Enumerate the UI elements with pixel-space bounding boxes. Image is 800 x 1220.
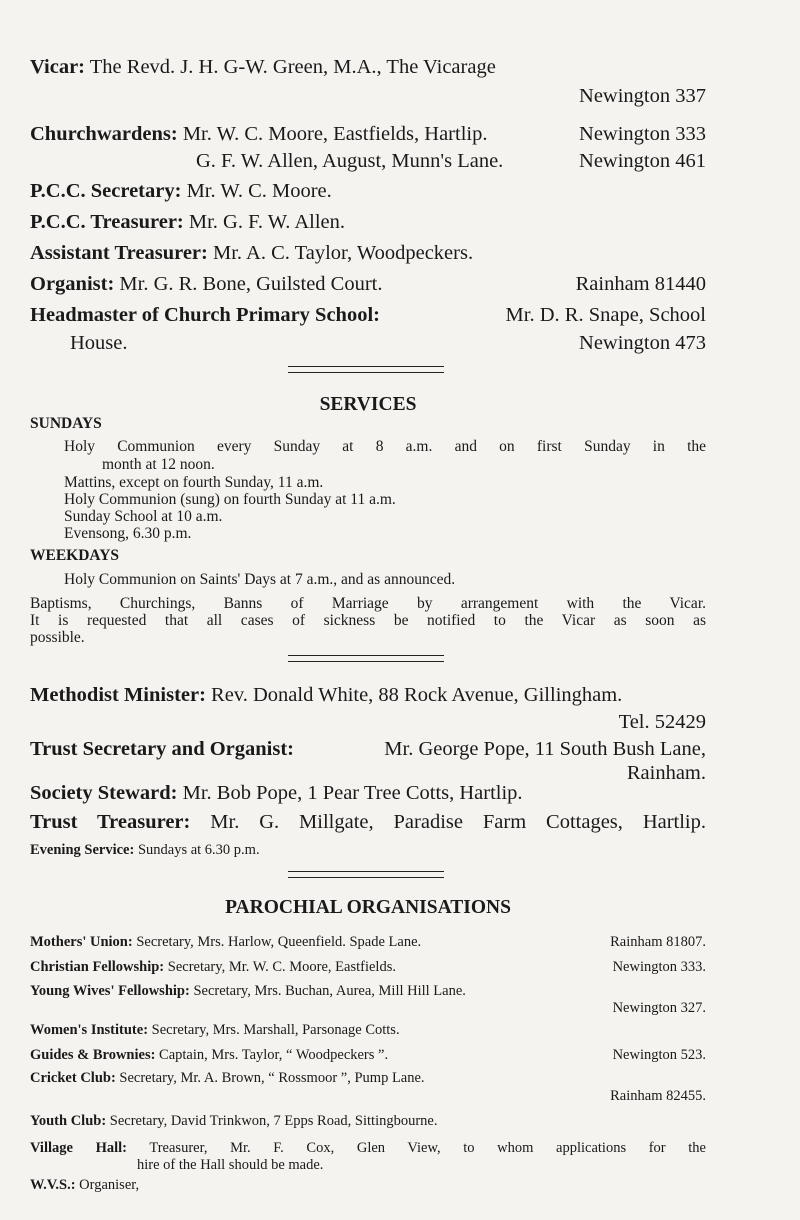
- cricket-club-label: Cricket Club:: [30, 1070, 116, 1086]
- sunday-line-2: Mattins, except on fourth Sunday, 11 a.m.: [64, 474, 324, 491]
- methodist-minister-entry: [30, 684, 706, 707]
- churchwarden-1: Mr. W. C. Moore, Eastfields, Hartlip.: [182, 123, 488, 145]
- mothers-union-entry: [30, 934, 706, 951]
- village-hall: Treasurer, Mr. F. Cox, Glen View, to whom applications for the: [149, 1140, 706, 1156]
- note-line-2: It is requested that all cases of sickness be notified to the Vicar as soon as: [30, 612, 706, 629]
- section-divider: [288, 366, 444, 373]
- village-hall-label: Village Hall:: [30, 1140, 127, 1156]
- headmaster: Mr. D. R. Snape, School: [505, 304, 706, 326]
- section-divider: [288, 655, 444, 662]
- note-line-1: Baptisms, Churchings, Banns of Marriage by arrangement with the Vicar.: [30, 595, 706, 612]
- trust-treasurer-label: Trust Treasurer:: [30, 811, 191, 833]
- vicar-phone: Newington 337: [579, 85, 706, 107]
- pcc-secretary: Mr. W. C. Moore.: [186, 180, 332, 202]
- trust-treasurer-entry: [30, 811, 706, 834]
- mothers-union-phone: Rainham 81807.: [610, 934, 706, 950]
- section-divider: [288, 871, 444, 878]
- trust-secretary-label: Trust Secretary and Organist:: [30, 738, 295, 760]
- young-wives-phone: Newington 327.: [612, 1000, 706, 1016]
- trust-secretary: Mr. George Pope, 11 South Bush Lane,: [384, 738, 706, 760]
- cricket-club-phone: Rainham 82455.: [610, 1088, 706, 1104]
- evening-service: Sundays at 6.30 p.m.: [137, 842, 260, 858]
- mothers-union: Secretary, Mrs. Harlow, Queenfield. Spade Lane.: [136, 934, 422, 950]
- wvs-entry: [30, 1177, 706, 1194]
- churchwardens-entry: [30, 123, 706, 146]
- guides-brownies-entry: [30, 1047, 706, 1064]
- evening-service-entry: [30, 842, 706, 859]
- organist-label: Organist:: [30, 273, 115, 295]
- evening-service-label: Evening Service:: [30, 842, 135, 858]
- assistant-treasurer: Mr. A. C. Taylor, Woodpeckers.: [212, 242, 474, 264]
- headmaster-entry: [30, 304, 706, 327]
- note-line-3: possible.: [30, 629, 85, 646]
- trust-secretary-line-2: Rainham.: [626, 762, 706, 784]
- village-hall-line-2: hire of the Hall should be made.: [137, 1157, 324, 1173]
- womens-institute-entry: [30, 1022, 706, 1039]
- vicar-entry: [30, 56, 706, 79]
- wvs-label: W.V.S.:: [30, 1177, 76, 1193]
- headmaster-phone: Newington 473: [579, 332, 706, 354]
- headmaster-label: Headmaster of Church Primary School:: [30, 304, 380, 326]
- womens-institute-label: Women's Institute:: [30, 1022, 149, 1038]
- sunday-line-3: Holy Communion (sung) on fourth Sunday at 11 a.m.: [64, 491, 396, 508]
- youth-club: Secretary, David Trinkwon, 7 Epps Road, Sittingbourne.: [109, 1113, 438, 1129]
- weekday-line-1: Holy Communion on Saints' Days at 7 a.m., and as announced.: [64, 571, 456, 588]
- organisations-title: PAROCHIAL ORGANISATIONS: [225, 897, 511, 918]
- youth-club-label: Youth Club:: [30, 1113, 107, 1129]
- trust-secretary-entry: [30, 738, 706, 761]
- sunday-line-4: Sunday School at 10 a.m.: [64, 508, 223, 525]
- sunday-line-1b: month at 12 noon.: [102, 456, 215, 473]
- guides-brownies-label: Guides & Brownies:: [30, 1047, 156, 1063]
- cricket-club: Secretary, Mr. A. Brown, “ Rossmoor ”, Pump Lane.: [119, 1070, 425, 1086]
- village-hall-entry: [30, 1140, 706, 1157]
- christian-fellowship-entry: [30, 959, 706, 976]
- organist-phone: Rainham 81440: [575, 273, 706, 295]
- society-steward: Mr. Bob Pope, 1 Pear Tree Cotts, Hartlip.: [182, 782, 523, 804]
- womens-institute: Secretary, Mrs. Marshall, Parsonage Cotts.: [151, 1022, 400, 1038]
- assistant-treasurer-entry: [30, 242, 706, 265]
- cricket-club-entry: [30, 1070, 706, 1087]
- headmaster-line-2: House.: [70, 332, 128, 354]
- services-title: SERVICES: [319, 394, 417, 415]
- vicar-label: Vicar:: [30, 56, 86, 78]
- young-wives-entry: [30, 983, 706, 1000]
- sunday-line-5: Evensong, 6.30 p.m.: [64, 525, 192, 542]
- pcc-secretary-entry: [30, 180, 706, 203]
- assistant-treasurer-label: Assistant Treasurer:: [30, 242, 208, 264]
- churchwardens-label: Churchwardens:: [30, 123, 178, 145]
- organist: Mr. G. R. Bone, Guilsted Court.: [119, 273, 383, 295]
- society-steward-entry: [30, 782, 706, 805]
- churchwarden-2: G. F. W. Allen, August, Munn's Lane.: [196, 150, 504, 172]
- guides-brownies-phone: Newington 523.: [612, 1047, 706, 1063]
- churchwarden-2-phone: Newington 461: [579, 150, 706, 172]
- trust-treasurer: Mr. G. Millgate, Paradise Farm Cottages, Hartlip.: [210, 811, 707, 833]
- pcc-treasurer-entry: [30, 211, 706, 234]
- christian-fellowship-phone: Newington 333.: [612, 959, 706, 975]
- weekdays-heading: WEEKDAYS: [30, 547, 120, 564]
- sunday-line-1: Holy Communion every Sunday at 8 a.m. and on first Sunday in the: [64, 438, 706, 455]
- vicar-text: The Revd. J. H. G-W. Green, M.A., The Vicarage: [89, 56, 496, 78]
- wvs: Organiser,: [79, 1177, 140, 1193]
- methodist-minister: Rev. Donald White, 88 Rock Avenue, Gillingham.: [211, 684, 623, 706]
- methodist-minister-label: Methodist Minister:: [30, 684, 206, 706]
- churchwarden-1-phone: Newington 333: [579, 123, 706, 145]
- sundays-heading: SUNDAYS: [30, 415, 102, 432]
- pcc-treasurer-label: P.C.C. Treasurer:: [30, 211, 184, 233]
- christian-fellowship-label: Christian Fellowship:: [30, 959, 165, 975]
- pcc-secretary-label: P.C.C. Secretary:: [30, 180, 182, 202]
- guides-brownies: Captain, Mrs. Taylor, “ Woodpeckers ”.: [159, 1047, 389, 1063]
- methodist-minister-phone: Tel. 52429: [618, 711, 706, 733]
- young-wives-label: Young Wives' Fellowship:: [30, 983, 190, 999]
- pcc-treasurer: Mr. G. F. W. Allen.: [188, 211, 345, 233]
- christian-fellowship: Secretary, Mr. W. C. Moore, Eastfields.: [167, 959, 396, 975]
- youth-club-entry: [30, 1113, 706, 1130]
- young-wives: Secretary, Mrs. Buchan, Aurea, Mill Hill Lane.: [193, 983, 466, 999]
- society-steward-label: Society Steward:: [30, 782, 178, 804]
- organist-entry: [30, 273, 706, 296]
- mothers-union-label: Mothers' Union:: [30, 934, 133, 950]
